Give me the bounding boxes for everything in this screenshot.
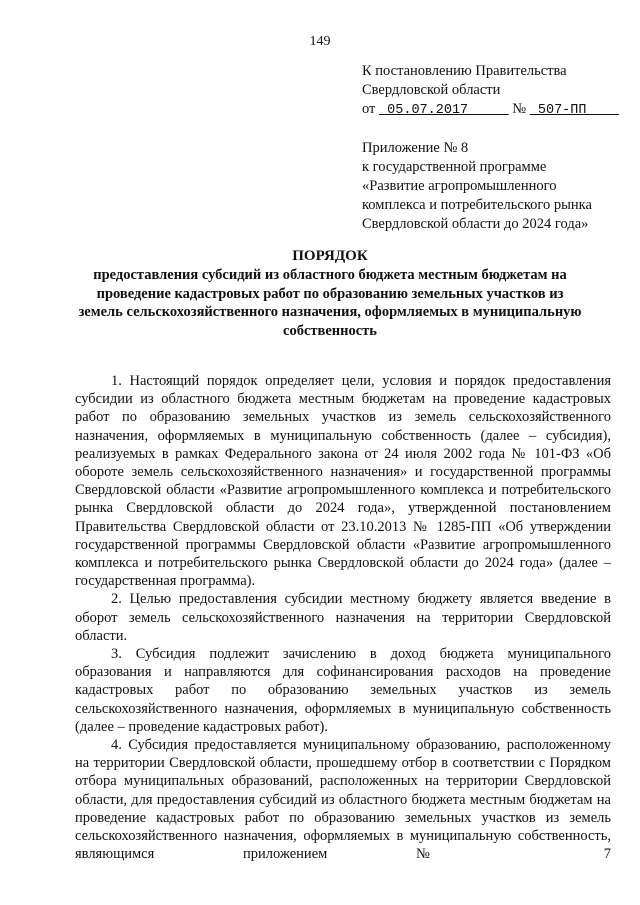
approval-header [362, 62, 622, 234]
number-prefix: № [512, 101, 527, 117]
document-title: ПОРЯДОК [292, 248, 368, 264]
paragraph-3: 3. Субсидия подлежит зачислению в доход бюджета муниципального образования и направляются для софинансирования расходов на проведение кадастровых работ по образованию земельных участков из земель сельскохозяйственного назначения, оформляемых в муниципальную собственность (далее – проведение кадастровых работ). [75, 646, 611, 735]
appendix-line-3: «Развитие агропромышленного [362, 178, 557, 194]
date-prefix: от [362, 101, 376, 117]
appendix-line-4: комплекса и потребительского рынка [362, 197, 592, 213]
header-line-2: Свердловской области [362, 82, 501, 98]
appendix-line-1: Приложение № 8 [362, 140, 469, 156]
appendix-line-5: Свердловской области до 2024 года» [362, 216, 589, 232]
paragraph-2: 2. Целью предоставления субсидии местному бюджету является введение в оборот земель сельскохозяйственного назначения на территории Свердловской области. [75, 591, 611, 644]
header-line-1: К постановлению Правительства [362, 63, 567, 79]
paragraph-1: 1. Настоящий порядок определяет цели, условия и порядок предоставления субсидии из областного бюджета местным бюджетам на проведение кадастровых работ по образованию земельных участков из земель сельскохозяйственного назначения, оформляемых в муниципальную собственность (далее – субсидия), реализуемых в рамках Федерального закона от 24 июля 2002 года № 101-ФЗ «Об обороте земель сельскохозяйственного назначения» и государственной программы Свердловской области «Развитие агропромышленного комплекса и потребительского рынка Свердловской области до 2024 года», утвержденной постановлением Правительства Свердловской области от 23.10.2013 № 1285-ПП «Об утверждении государственной программы Свердловской области «Развитие агропромышленного комплекса и потребительского рынка Свердловской области до 2024 года» (далее – государственная программа). [75, 373, 611, 590]
page-number: 149 [309, 34, 331, 49]
document-body [75, 372, 611, 863]
appendix-line-2: к государственной программе [362, 159, 547, 175]
document-subtitle: предоставления субсидий из областного бюджета местным бюджетам на проведение кадастровых работ по образованию земельных участков из земель сельскохозяйственного назначения, оформляемых в муниципальную собственность [78, 267, 582, 339]
resolution-date: 05.07.2017 [387, 103, 469, 118]
resolution-number: 507-ПП [537, 103, 587, 118]
paragraph-4: 4. Субсидия предоставляется муниципальному образованию, расположенному на территории Свердловской области, прошедшему отбор в соответствии с Порядком отбора муниципальных образований, расположенных на территории Свердловской области, для предоставления субсидий из областного бюджета местным бюджетам на проведение кадастровых работ по образованию земельных участков из земель сельскохозяйственного назначения, оформляемых в муниципальную собственность, являющимся приложением № 7 [75, 737, 611, 863]
header-date-line [362, 100, 622, 120]
